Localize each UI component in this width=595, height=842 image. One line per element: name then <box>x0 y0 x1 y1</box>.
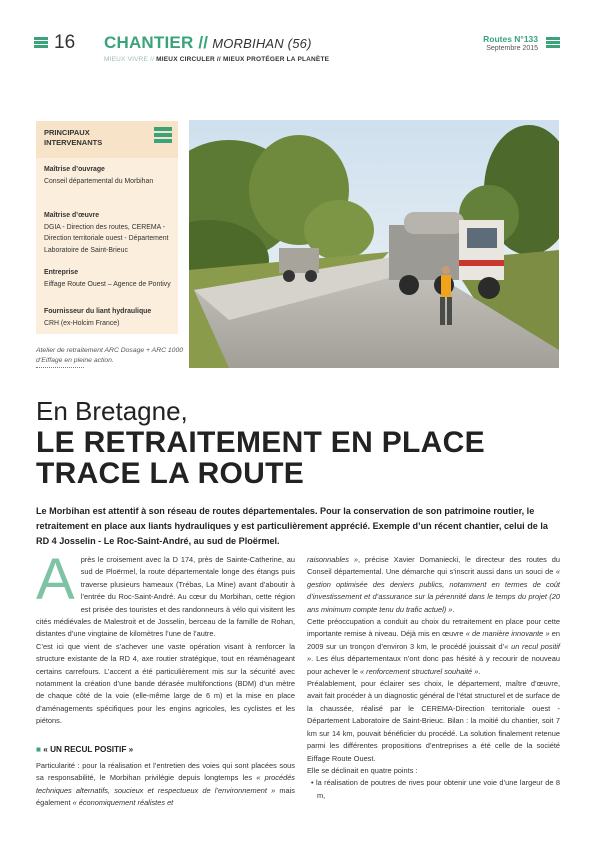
magazine-date: Septembre 2015 <box>486 45 538 52</box>
body-paragraph <box>36 760 295 810</box>
intervenant-entry <box>44 267 174 290</box>
intervenant-label: Entreprise <box>44 269 79 276</box>
quote-run: « gestion optimisée des deniers publics, notamment en termes de coût d’investissement et d’assurance sur la pérennité dans le temps du projet (20 ans minimum compte tenu du trafic actuel) » <box>307 567 560 614</box>
intervenant-text: CRH (ex-Holcim France) <box>44 319 120 327</box>
text-run: . Les élus départementaux n’ont donc pas hésité à y recourir de nouveau pour achever le <box>307 654 560 676</box>
quote-run: raisonnables » <box>307 555 358 564</box>
bullet-item: • la réalisation de poutres de rives pour obtenir une voie d’une largeur de 8 m, <box>311 778 560 800</box>
dropcap: A <box>36 547 75 612</box>
page-number: 16 <box>54 32 76 53</box>
rubrique-title <box>104 33 312 53</box>
intervenant-label: Maîtrise d’œuvre <box>44 212 100 219</box>
subnav <box>104 56 329 63</box>
photo-caption: Atelier de retraitement ARC Dosage + ARC 1000 d’Eiffage en pleine action. <box>36 347 184 364</box>
subnav-dim: MIEUX VIVRE // <box>104 56 155 63</box>
quote-run: « économiquement réalistes et <box>72 798 174 808</box>
caption-divider <box>36 367 84 368</box>
body-paragraph: C’est ici que vient de s’achever une vaste opération visant à renforcer la structure existante de la RD 4, axe routier stratégique, tout en réaménageant certains carrefours. L’accent a été particulièrement mis sur la sécurité avec notamment la création d’une bande dérasée multifonctions (BDM) d’un mètre de chaque côté de la voie (elle-même large de 6 m) et la mise en place d’aménagements spécifiques pour les engins agricoles, les cyclistes et les piétons. <box>36 641 295 726</box>
menu-icon <box>34 37 48 48</box>
text-run: Cette préoccupation a conduit au choix du retraitement en place pour cette importante remise à niveau. Déjà mis en œuvre <box>307 617 560 639</box>
intervenant-text: Conseil départemental du Morbihan <box>44 177 154 185</box>
text-run: Particularité : pour la réalisation et l’entretien des voies qui sont placées sous sa responsabilité, le Morbihan privilégie depuis longtemps les <box>36 761 295 783</box>
body-column-1 <box>36 547 295 728</box>
text-run: mais également <box>36 785 295 808</box>
road-works-photo <box>189 120 559 368</box>
photo-illustration <box>189 120 559 368</box>
quote-run: « renforcement structurel souhaité » <box>360 666 479 676</box>
menu-icon-right <box>546 37 560 48</box>
text-run: en 2009 sur un tronçon d’environ 3 km, le procédé jouissait d’ <box>307 629 560 651</box>
headline-intro: En Bretagne, <box>36 396 188 426</box>
rubrique-label: CHANTIER // <box>104 33 209 52</box>
intervenants-title: PRINCIPAUX INTERVENANTS <box>44 128 103 147</box>
intervenant-entry <box>44 164 174 187</box>
list-icon <box>154 127 172 143</box>
quote-run: « procédés techniques alternatifs, soucieux et respectueux de l’environnement » <box>36 773 295 795</box>
body-paragraph <box>307 554 560 616</box>
body-paragraph: près le croisement avec la D 174, près de Sainte-Catherine, au sud de Ploërmel, la route départementale longe des étangs puis traverse plusieurs hameaux (Trébas, La Mine) avant d’aboutir à l’entrée du Roc-Saint-André. Au cœur du Morbihan, cette région est prisée des touristes et des randonneurs à vélo qui visitent les cités médiévales de Malestroit et de Josselin, berceau de la famille de Rohan, distantes d’une vingtaine de kilomètres l’une de l’autre. <box>36 555 295 639</box>
intervenant-label: Fournisseur du liant hydraulique <box>44 308 152 315</box>
body-paragraph: Elle se déclinait en quatre points : <box>307 765 418 775</box>
subnav-strong: MIEUX CIRCULER // MIEUX PROTÉGER LA PLANÈTE <box>156 56 330 63</box>
intervenant-entry <box>44 306 174 329</box>
intervenant-label: Maîtrise d’ouvrage <box>44 166 105 173</box>
headline-main: LE RETRAITEMENT EN PLACE TRACE LA ROUTE <box>36 426 485 490</box>
intervenant-text: Eiffage Route Ouest – Agence de Pontivy <box>44 280 171 288</box>
quote-run: « de manière innovante » <box>465 629 550 639</box>
text-run: . <box>478 666 481 676</box>
intervenant-entry <box>44 210 174 256</box>
magazine-name: Routes N°133 <box>483 34 538 44</box>
text-run: . <box>452 604 455 614</box>
region-label: MORBIHAN (56) <box>212 36 312 51</box>
subhead-text: « UN RECUL POSITIF » <box>43 745 134 754</box>
body-paragraph <box>307 616 560 678</box>
text-run: , précise Xavier Domaniecki, le directeur des routes du Conseil départemental. Une démarche qui s’inscrit aussi dans un souci de <box>307 555 560 577</box>
quote-run: « un recul positif » <box>307 641 560 664</box>
body-column-2 <box>307 554 560 802</box>
body-column-1-continued <box>36 760 295 810</box>
body-paragraph: Préalablement, pour éclairer ses choix, le département, maître d’œuvre, avait fait procéder à un diagnostic général de l’état structurel et de surface de la chaussée, réalisé par le CEREMA-Direction territoriale ouest - Département Laboratoire de Saint-Brieuc. Bilan : la moitié du chantier, soit 7 km sur 14 km, pouvait bénéficier du procédé. La solution finalement retenue parmi les différentes propositions d’entreprises a été celle de la société Eiffage Route Ouest. <box>307 679 560 763</box>
intervenant-text: DGIA - Direction des routes, CEREMA - Direction territoriale ouest - Département Laboratoire de Saint-Brieuc <box>44 223 169 254</box>
article-lead: Le Morbihan est attentif à son réseau de routes départementales. Pour la conservation de son patrimoine routier, le retraitement en place aux liants hydrauliques y est particulièrement apprécié. Exemple d’un récent chantier, celui de la RD 4 Josselin - Le Roc-Saint-André, au sud de Ploërmel. <box>36 506 548 546</box>
bullet-glyph: ■ <box>36 745 41 754</box>
section-subhead <box>36 745 133 754</box>
